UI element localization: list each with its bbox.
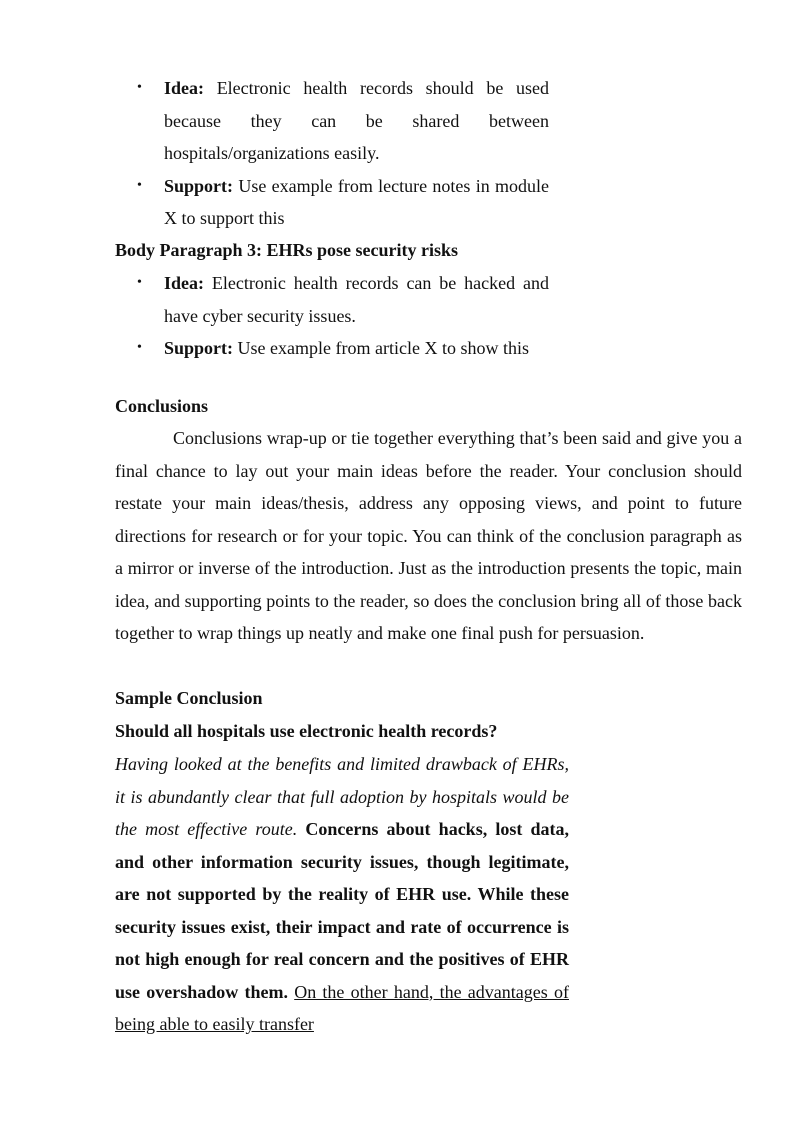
idea-text: Electronic health records should be used because they can be shared between hospitals/organizations easily. <box>164 78 550 163</box>
idea-bullet <box>137 72 549 170</box>
body-paragraph-2-bullets <box>137 72 549 235</box>
sample-bold-text: Concerns about hacks, lost data, and other information security issues, though legitimate, are not supported by the reality of EHR use. While these security issues exist, their impact and rate of occurrence is not high enough for real concern and the positives of EHR use overshadow them. <box>115 819 569 1002</box>
bullet-icon: • <box>137 177 142 193</box>
bullet-icon: • <box>137 340 142 355</box>
sample-question: Should all hospitals use electronic health records? <box>115 721 498 741</box>
conclusions-paragraph <box>115 422 742 650</box>
bullet-icon: • <box>137 275 142 290</box>
conclusions-text: Conclusions wrap-up or tie together everything that’s been said and give you a final chance to lay out your main ideas before the reader. Your conclusion should restate your main ideas/thesis, address any opposing views, and point to future directions for research or for your topic. You can think of the conclusion paragraph as a mirror or inverse of the introduction. Just as the introduction presents the topic, main idea, and supporting points to the reader, so does the conclusion bring all of those back together to wrap things up neatly and make one final push for persuasion. <box>115 428 742 643</box>
sample-conclusion-heading: Sample Conclusion <box>115 688 263 708</box>
idea-text: Electronic health records can be hacked and have cyber security issues. <box>164 273 550 326</box>
idea-label: Idea: <box>164 78 204 98</box>
sample-underlined-text: On the other hand, the advantages of being able to easily transfer <box>115 981 569 1034</box>
conclusions-heading: Conclusions <box>115 396 209 416</box>
body-paragraph-3-bullets <box>137 267 549 365</box>
support-bullet <box>137 170 549 235</box>
sample-conclusion-paragraph <box>115 748 569 1041</box>
body-paragraph-3-heading: Body Paragraph 3: EHRs pose security risks <box>115 240 459 260</box>
support-label: Support: <box>164 338 234 358</box>
support-text: Use example from article X to show this <box>237 338 529 358</box>
support-label: Support: <box>164 175 234 196</box>
idea-bullet <box>137 267 549 332</box>
support-text: Use example from lecture notes in module X to support this <box>164 175 549 228</box>
bullet-icon: • <box>137 80 142 95</box>
support-bullet <box>137 332 549 365</box>
idea-label: Idea: <box>164 273 204 293</box>
sample-italic-text: Having looked at the benefits and limited drawback of EHRs, it is abundantly clear that full adoption by hospitals would be the most effective route. <box>115 754 569 839</box>
